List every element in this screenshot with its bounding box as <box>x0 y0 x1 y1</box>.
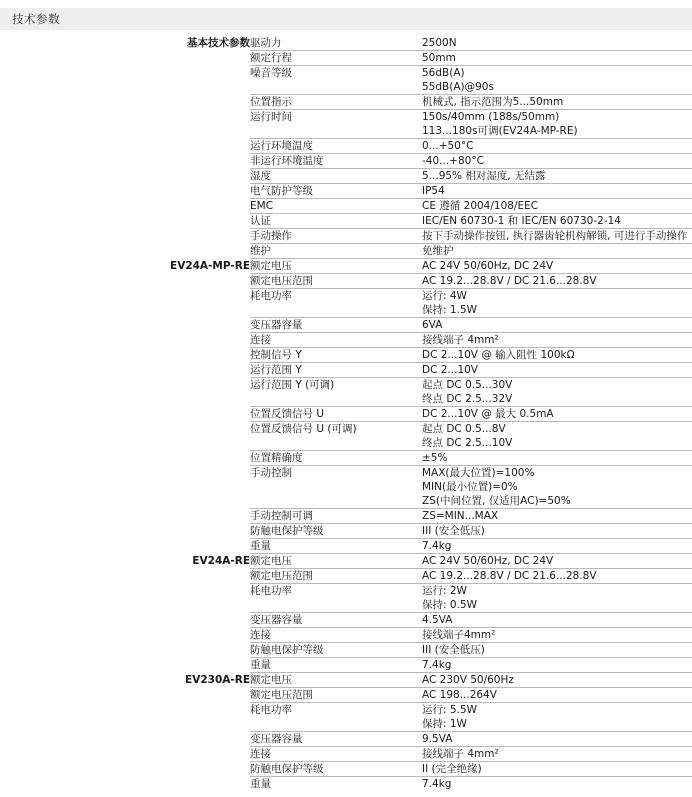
row-parameter-label <box>250 303 422 318</box>
row-parameter-value: 9.5VA <box>422 732 692 747</box>
row-group-label <box>0 124 250 139</box>
row-parameter-value: DC 2...10V @ 最大 0.5mA <box>422 407 692 422</box>
row-group-label <box>0 613 250 628</box>
table-row <box>0 494 692 509</box>
row-parameter-value: IEC/EN 60730-1 和 IEC/EN 60730-2-14 <box>422 214 692 229</box>
table-row <box>0 658 692 673</box>
row-parameter-label: EMC <box>250 199 422 214</box>
row-parameter-label: 位置精确度 <box>250 451 422 466</box>
row-parameter-label: 防触电保护等级 <box>250 643 422 658</box>
row-parameter-label <box>250 436 422 451</box>
row-parameter-value: MAX(最大位置)=100% <box>422 466 692 481</box>
row-group-label <box>0 584 250 599</box>
table-row <box>0 688 692 703</box>
row-parameter-value: 按下手动操作按钮, 执行器齿轮机构解锁, 可进行手动操作 <box>422 229 692 244</box>
row-parameter-label: 额定电压范围 <box>250 688 422 703</box>
row-parameter-value: -40...+80°C <box>422 154 692 169</box>
row-parameter-label: 位置指示 <box>250 95 422 110</box>
row-group-label <box>0 199 250 214</box>
row-parameter-label: 重量 <box>250 658 422 673</box>
row-parameter-value: DC 2...10V <box>422 363 692 378</box>
row-parameter-value: ZS(中间位置, 仅适用AC)=50% <box>422 495 571 507</box>
page-title: 技术参数 <box>12 12 60 26</box>
row-parameter-label: 运行环境温度 <box>250 139 422 154</box>
row-parameter-value: 保持: 1W <box>422 718 467 730</box>
row-parameter-label: 手动控制 <box>250 466 422 481</box>
row-group-label <box>0 569 250 584</box>
row-parameter-label: 位置反馈信号 U <box>250 407 422 422</box>
row-parameter-label: 额定电压范围 <box>250 569 422 584</box>
row-parameter-label: 耗电功率 <box>250 703 422 718</box>
row-group-label <box>0 184 250 199</box>
row-group-label <box>0 214 250 229</box>
row-group-label <box>0 732 250 747</box>
row-parameter-value: 运行: 4W <box>422 289 692 304</box>
row-parameter-label: 额定行程 <box>250 51 422 66</box>
row-parameter-label: 维护 <box>250 244 422 259</box>
row-group-label: EV24A-RE <box>192 554 250 567</box>
row-parameter-value: AC 198...264V <box>422 688 692 703</box>
row-parameter-label: 电气防护等级 <box>250 184 422 199</box>
row-parameter-value: 5...95% 相对湿度, 无结露 <box>422 169 692 184</box>
row-parameter-value: II (完全绝缘) <box>422 762 692 777</box>
row-group-label <box>0 628 250 643</box>
row-parameter-label: 控制信号 Y <box>250 348 422 363</box>
row-parameter-value: DC 2...10V @ 输入阻性 100kΩ <box>422 348 692 363</box>
row-parameter-label: 运行范围 Y <box>250 363 422 378</box>
row-parameter-value: 接线端子4mm² <box>422 628 692 643</box>
row-group-label <box>0 762 250 777</box>
table-row <box>0 124 692 139</box>
table-row <box>0 466 692 481</box>
row-parameter-value: 56dB(A) <box>422 66 692 81</box>
row-parameter-value: ±5% <box>422 451 692 466</box>
row-parameter-value: AC 19.2...28.8V / DC 21.6...28.8V <box>422 274 692 289</box>
table-row <box>0 554 692 569</box>
row-parameter-value: 运行: 5.5W <box>422 703 692 718</box>
table-row <box>0 333 692 348</box>
row-group-label <box>0 244 250 259</box>
table-row <box>0 110 692 125</box>
table-row <box>0 95 692 110</box>
row-group-label: EV230A-RE <box>185 673 250 686</box>
row-parameter-label: 变压器容量 <box>250 318 422 333</box>
table-row <box>0 318 692 333</box>
row-parameter-label: 耗电功率 <box>250 584 422 599</box>
row-group-label <box>0 51 250 66</box>
row-parameter-value: 4.5VA <box>422 613 692 628</box>
row-group-label <box>0 392 250 407</box>
table-row <box>0 628 692 643</box>
row-parameter-label: 重量 <box>250 777 422 792</box>
table-row <box>0 199 692 214</box>
row-group-label <box>0 747 250 762</box>
table-row <box>0 598 692 613</box>
row-parameter-value: 运行: 2W <box>422 584 692 599</box>
table-row <box>0 584 692 599</box>
table-row <box>0 363 692 378</box>
row-parameter-value: 7.4kg <box>422 777 692 792</box>
row-parameter-value: AC 24V 50/60Hz, DC 24V <box>422 259 692 274</box>
table-row <box>0 717 692 732</box>
row-parameter-label: 额定电压 <box>250 554 422 569</box>
row-parameter-value: 接线端子 4mm² <box>422 333 692 348</box>
row-parameter-value: 150s/40mm (188s/50mm) <box>422 110 692 125</box>
row-parameter-value: 0...+50°C <box>422 139 692 154</box>
row-group-label <box>0 658 250 673</box>
table-row <box>0 289 692 304</box>
row-group-label <box>0 169 250 184</box>
row-parameter-value: 2500N <box>422 37 457 49</box>
row-parameter-label <box>250 480 422 494</box>
row-parameter-label: 非运行环境温度 <box>250 154 422 169</box>
table-row <box>0 509 692 524</box>
table-row <box>0 777 692 792</box>
row-group-label <box>0 110 250 125</box>
row-parameter-label: 防触电保护等级 <box>250 762 422 777</box>
row-group-label <box>0 703 250 718</box>
row-group-label <box>0 139 250 154</box>
table-row <box>0 36 692 51</box>
row-parameter-label <box>250 717 422 732</box>
row-group-label <box>0 363 250 378</box>
row-parameter-label: 噪音等级 <box>250 66 422 81</box>
row-group-label <box>0 643 250 658</box>
table-row <box>0 229 692 244</box>
table-row <box>0 169 692 184</box>
row-parameter-value: AC 19.2...28.8V / DC 21.6...28.8V <box>422 569 692 584</box>
row-parameter-label: 手动控制可调 <box>250 509 422 524</box>
row-group-label <box>0 229 250 244</box>
row-parameter-label: 连接 <box>250 747 422 762</box>
table-row <box>0 436 692 451</box>
row-parameter-value: 保持: 0.5W <box>422 599 477 611</box>
row-parameter-label: 额定电压 <box>250 259 422 274</box>
row-group-label <box>0 66 250 81</box>
row-parameter-label: 连接 <box>250 628 422 643</box>
row-parameter-label: 运行时间 <box>250 110 422 125</box>
specifications-table <box>0 36 692 791</box>
row-group-label <box>0 509 250 524</box>
row-group-label <box>0 154 250 169</box>
row-group-label <box>0 95 250 110</box>
row-parameter-label: 额定电压范围 <box>250 274 422 289</box>
row-parameter-value: 7.4kg <box>422 658 692 673</box>
table-row <box>0 51 692 66</box>
table-row <box>0 703 692 718</box>
table-row <box>0 274 692 289</box>
specifications-body <box>0 36 692 791</box>
page-header <box>0 8 692 30</box>
row-parameter-label: 额定电压 <box>250 673 422 688</box>
row-parameter-label: 变压器容量 <box>250 732 422 747</box>
table-row <box>0 673 692 688</box>
table-row <box>0 569 692 584</box>
row-parameter-label: 湿度 <box>250 169 422 184</box>
table-row <box>0 259 692 274</box>
table-row <box>0 539 692 554</box>
row-group-label <box>0 524 250 539</box>
row-parameter-value: AC 230V 50/60Hz <box>422 673 692 688</box>
row-parameter-label <box>250 124 422 139</box>
row-group-label <box>0 494 250 509</box>
table-row <box>0 762 692 777</box>
table-row <box>0 524 692 539</box>
row-group-label <box>0 539 250 554</box>
table-row <box>0 747 692 762</box>
row-group-label <box>0 777 250 792</box>
row-parameter-value: 6VA <box>422 318 692 333</box>
row-parameter-label <box>250 494 422 509</box>
table-row <box>0 451 692 466</box>
row-group-label <box>0 436 250 451</box>
row-parameter-label: 连接 <box>250 333 422 348</box>
row-parameter-value: 113...180s可调(EV24A-MP-RE) <box>422 125 578 137</box>
row-group-label <box>0 318 250 333</box>
row-group-label <box>0 348 250 363</box>
table-row <box>0 303 692 318</box>
row-parameter-label: 认证 <box>250 214 422 229</box>
row-parameter-value: 55dB(A)@90s <box>422 81 494 93</box>
table-row <box>0 80 692 95</box>
row-parameter-label <box>250 598 422 613</box>
table-row <box>0 732 692 747</box>
row-group-label <box>0 480 250 494</box>
row-parameter-value: IP54 <box>422 184 692 199</box>
row-parameter-value: 终点 DC 2.5...10V <box>422 437 513 449</box>
row-group-label <box>0 717 250 732</box>
row-parameter-value: 机械式, 指示范围为5...50mm <box>422 95 692 110</box>
row-parameter-label: 耗电功率 <box>250 289 422 304</box>
row-parameter-value: 接线端子 4mm² <box>422 747 692 762</box>
row-parameter-label: 位置反馈信号 U (可调) <box>250 422 422 437</box>
row-parameter-label: 运行范围 Y (可调) <box>250 378 422 393</box>
row-group-label <box>0 407 250 422</box>
row-group-label <box>0 688 250 703</box>
row-parameter-label <box>250 392 422 407</box>
row-group-label <box>0 378 250 393</box>
row-group-label: 基本技术参数 <box>187 37 250 49</box>
row-parameter-label: 手动操作 <box>250 229 422 244</box>
table-row <box>0 422 692 437</box>
row-parameter-value: 免维护 <box>422 244 692 259</box>
row-group-label <box>0 598 250 613</box>
table-row <box>0 348 692 363</box>
row-group-label <box>0 303 250 318</box>
row-parameter-value: AC 24V 50/60Hz, DC 24V <box>422 554 692 569</box>
table-row <box>0 378 692 393</box>
row-parameter-value: 50mm <box>422 51 692 66</box>
row-parameter-value: 7.4kg <box>422 539 692 554</box>
table-row <box>0 613 692 628</box>
row-parameter-value: III (安全低压) <box>422 524 692 539</box>
row-group-label <box>0 466 250 481</box>
row-parameter-value: III (安全低压) <box>422 643 692 658</box>
table-row <box>0 392 692 407</box>
row-group-label <box>0 289 250 304</box>
row-parameter-value: 起点 DC 0.5...30V <box>422 378 692 393</box>
row-parameter-value: 保持: 1.5W <box>422 304 477 316</box>
row-group-label <box>0 422 250 437</box>
table-row <box>0 480 692 494</box>
row-parameter-label: 变压器容量 <box>250 613 422 628</box>
table-row <box>0 214 692 229</box>
row-parameter-label: 驱动力 <box>250 37 282 49</box>
table-row <box>0 66 692 81</box>
row-parameter-label: 重量 <box>250 539 422 554</box>
row-group-label <box>0 80 250 95</box>
row-parameter-value: MIN(最小位置)=0% <box>422 481 518 493</box>
row-parameter-value: CE 遵循 2004/108/EEC <box>422 199 692 214</box>
row-group-label <box>0 451 250 466</box>
row-parameter-value: ZS=MIN...MAX <box>422 509 692 524</box>
row-parameter-value: 起点 DC 0.5...8V <box>422 422 692 437</box>
table-row <box>0 139 692 154</box>
row-parameter-value: 终点 DC 2.5...32V <box>422 393 513 405</box>
row-group-label <box>0 333 250 348</box>
table-row <box>0 184 692 199</box>
row-group-label <box>0 274 250 289</box>
table-row <box>0 244 692 259</box>
table-row <box>0 154 692 169</box>
row-group-label: EV24A-MP-RE <box>170 259 250 272</box>
table-row <box>0 407 692 422</box>
row-parameter-label <box>250 80 422 95</box>
table-row <box>0 643 692 658</box>
row-parameter-label: 防触电保护等级 <box>250 524 422 539</box>
